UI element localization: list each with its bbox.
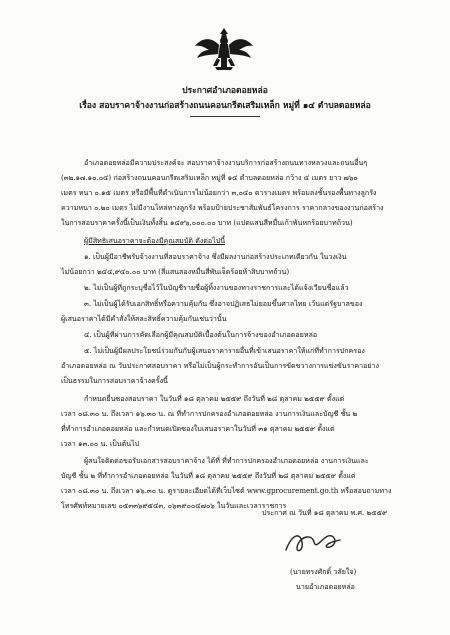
document-subject: [0, 98, 450, 112]
document-title: ประกาศอำเภอดอยหล่อ: [182, 86, 268, 96]
subject-prefix: เรื่อง: [79, 101, 97, 111]
submission-line: เวลา ๐๘.๓๐ น. ถึงเวลา ๑๖.๓๐ น. ณ ที่ทำการปกครองอำเภอดอยหล่อ งานการเงินและบัญชี ชั้น ๒: [61, 409, 358, 418]
subject-text: สอบราคาจ้างงานก่อสร้างถนนคอนกรีตเสริมเหล็ก หมู่ที่ ๑๔ ตำบลดอยหล่อ: [99, 101, 371, 111]
purchase-line: บัญชี ชั้น ๒ ที่ทำการอำเภอดอยหล่อ ในวันที่ ๑๘ ตุลาคม ๒๕๕๙ ถึงวันที่ ๒๘ ตุลาคม ๒๕๕๙ ตั้งแต่: [61, 471, 356, 480]
handwritten-signature: [282, 528, 344, 558]
qualification-heading: ผู้มีสิทธิเสนอราคาจะต้องมีคุณสมบัติ ดังต่อไปนี้: [84, 236, 226, 245]
purchase-line: โทรศัพท์หมายเลข ๐๕๓๓๖๙๕๔๓, ๐๖๓๙๐๐๔๗๐๖ ในวันและเวลาราชการ: [61, 501, 287, 510]
announcement-date: ประกาศ ณ วันที่ ๑๘ ตุลาคม พ.ศ. ๒๕๕๙: [262, 508, 388, 517]
submission-line: กำหนดยื่นซองสอบราคา ในวันที่ ๑๘ ตุลาคม ๒๕๕๙ ถึงวันที่ ๒๘ ตุลาคม ๒๕๕๙ ตั้งแต่: [84, 394, 345, 403]
qualification-item: ผู้เสนอราคาได้มีคำสั่งให้สละสิทธิ์ความคุ้มกันเช่นว่านั้น: [61, 314, 227, 323]
qualification-item: ไม่น้อยกว่า ๒๔๔,๙๔๐.๐๐ บาท (สี่แสนสองหมื่นสี่พันเจ็ดร้อยห้าสิบบาทถ้วน): [61, 267, 290, 276]
body-line: (๓๒.๑๗.๑๐.๐๔) ก่อสร้างถนนคอนกรีตเสริมเหล็ก หมู่ที่ ๑๔ ตำบลดอยหล่อ กว้าง ๔ เมตร ยาว ๗๖๐: [61, 173, 358, 182]
body-line: ความหนา ๐.๒๐ เมตร ไม่มีงานไหล่ทางลูกรัง พร้อมป้ายประชาสัมพันธ์โครงการ ราคากลางของงานก่อสร้าง: [61, 203, 384, 212]
signatory-name: (นายทรงศักดิ์ วลัยใจ): [290, 567, 357, 576]
qualification-item: อำเภอดอยหล่อ ณ วันประกาศสอบราคา หรือไม่เป็นผู้กระทำการอันเป็นการขัดขวางการแข่งขันราคาอย่าง: [61, 361, 379, 370]
qualification-item: ๒. ไม่เป็นผู้ที่ถูกระบุชื่อไว้ในบัญชีรายชื่อผู้ทิ้งงานของทางราชการและได้แจ้งเวียนชื่อแล้ว: [84, 283, 349, 292]
body-line: อำเภอดอยหล่อมีความประสงค์จะ สอบราคาจ้างงานบริการก่อสร้างถนนทางหลวงและถนนอื่นๆ: [84, 158, 368, 167]
qualification-item: ๓. ไม่เป็นผู้ได้รับเอกสิทธิ์หรือความคุ้มกัน ซึ่งอาจปฏิเสธไม่ยอมขึ้นศาลไทย เว้นแต่รัฐบาลของ: [84, 299, 363, 308]
purchase-line: เวลา ๐๘.๓๐ น. ถึงเวลา ๑๖.๓๐ น. ดูรายละเอียดได้ที่เว็บไซต์ www.gprocurement.go.th หรือสอบถามทาง: [61, 486, 392, 495]
submission-line: เวลา ๑๓.๐๐ น. เป็นต้นไป: [61, 439, 140, 448]
garuda-emblem-icon: [193, 26, 255, 72]
title-divider: [190, 116, 260, 117]
body-line: ในการสอบราคาครั้งนี้เป็นเงินทั้งสิ้น ๑๔๙๖,๐๐๐.๐๐ บาท (แปดแสนสี่หมื่นเก้าพันหกร้อยบาทถ้วน): [61, 218, 353, 227]
qualification-item: เป็นธรรมในการสอบราคาจ้างครั้งนี้: [61, 376, 168, 385]
submission-line: ที่ทำการอำเภอดอยหล่อ และกำหนดเปิดซองใบเสนอราคาในวันที่ ๓๑ ตุลาคม ๒๕๕๙ ตั้งแต่: [61, 424, 335, 433]
purchase-line: ผู้สนใจติดต่อขอรับเอกสารสอบราคาจ้าง ได้ที่ ที่ทำการปกครองอำเภอดอยหล่อ งานการเงินและ: [84, 456, 369, 465]
signatory-position: นายอำเภอดอยหล่อ: [296, 582, 355, 591]
body-line: เมตร หนา ๐.๑๕ เมตร หรือมีพื้นที่ดำเนินการไม่น้อยกว่า ๓,๐๔๐ ตารางเมตร พร้อมลงชั้นรองพื้นทางลูกรัง: [61, 188, 377, 197]
qualification-item: ๑. เป็นผู้มีอาชีพรับจ้างงานที่สอบราคาจ้าง ซึ่งมีผลงานก่อสร้างประเภทเดียวกัน ในวงเงิน: [84, 252, 347, 261]
qualification-item: ๕. ไม่เป็นผู้มีผลประโยชน์ร่วมกันกับผู้เสนอราคารายอื่นที่เข้าเสนอราคาให้แก่ที่ทำการปกครอง: [84, 346, 365, 355]
qualification-item: ๔. เป็นผู้ที่ผ่านการคัดเลือกผู้มีคุณสมบัติเบื้องต้นในการจ้างของอำเภอดอยหล่อ: [84, 330, 318, 339]
